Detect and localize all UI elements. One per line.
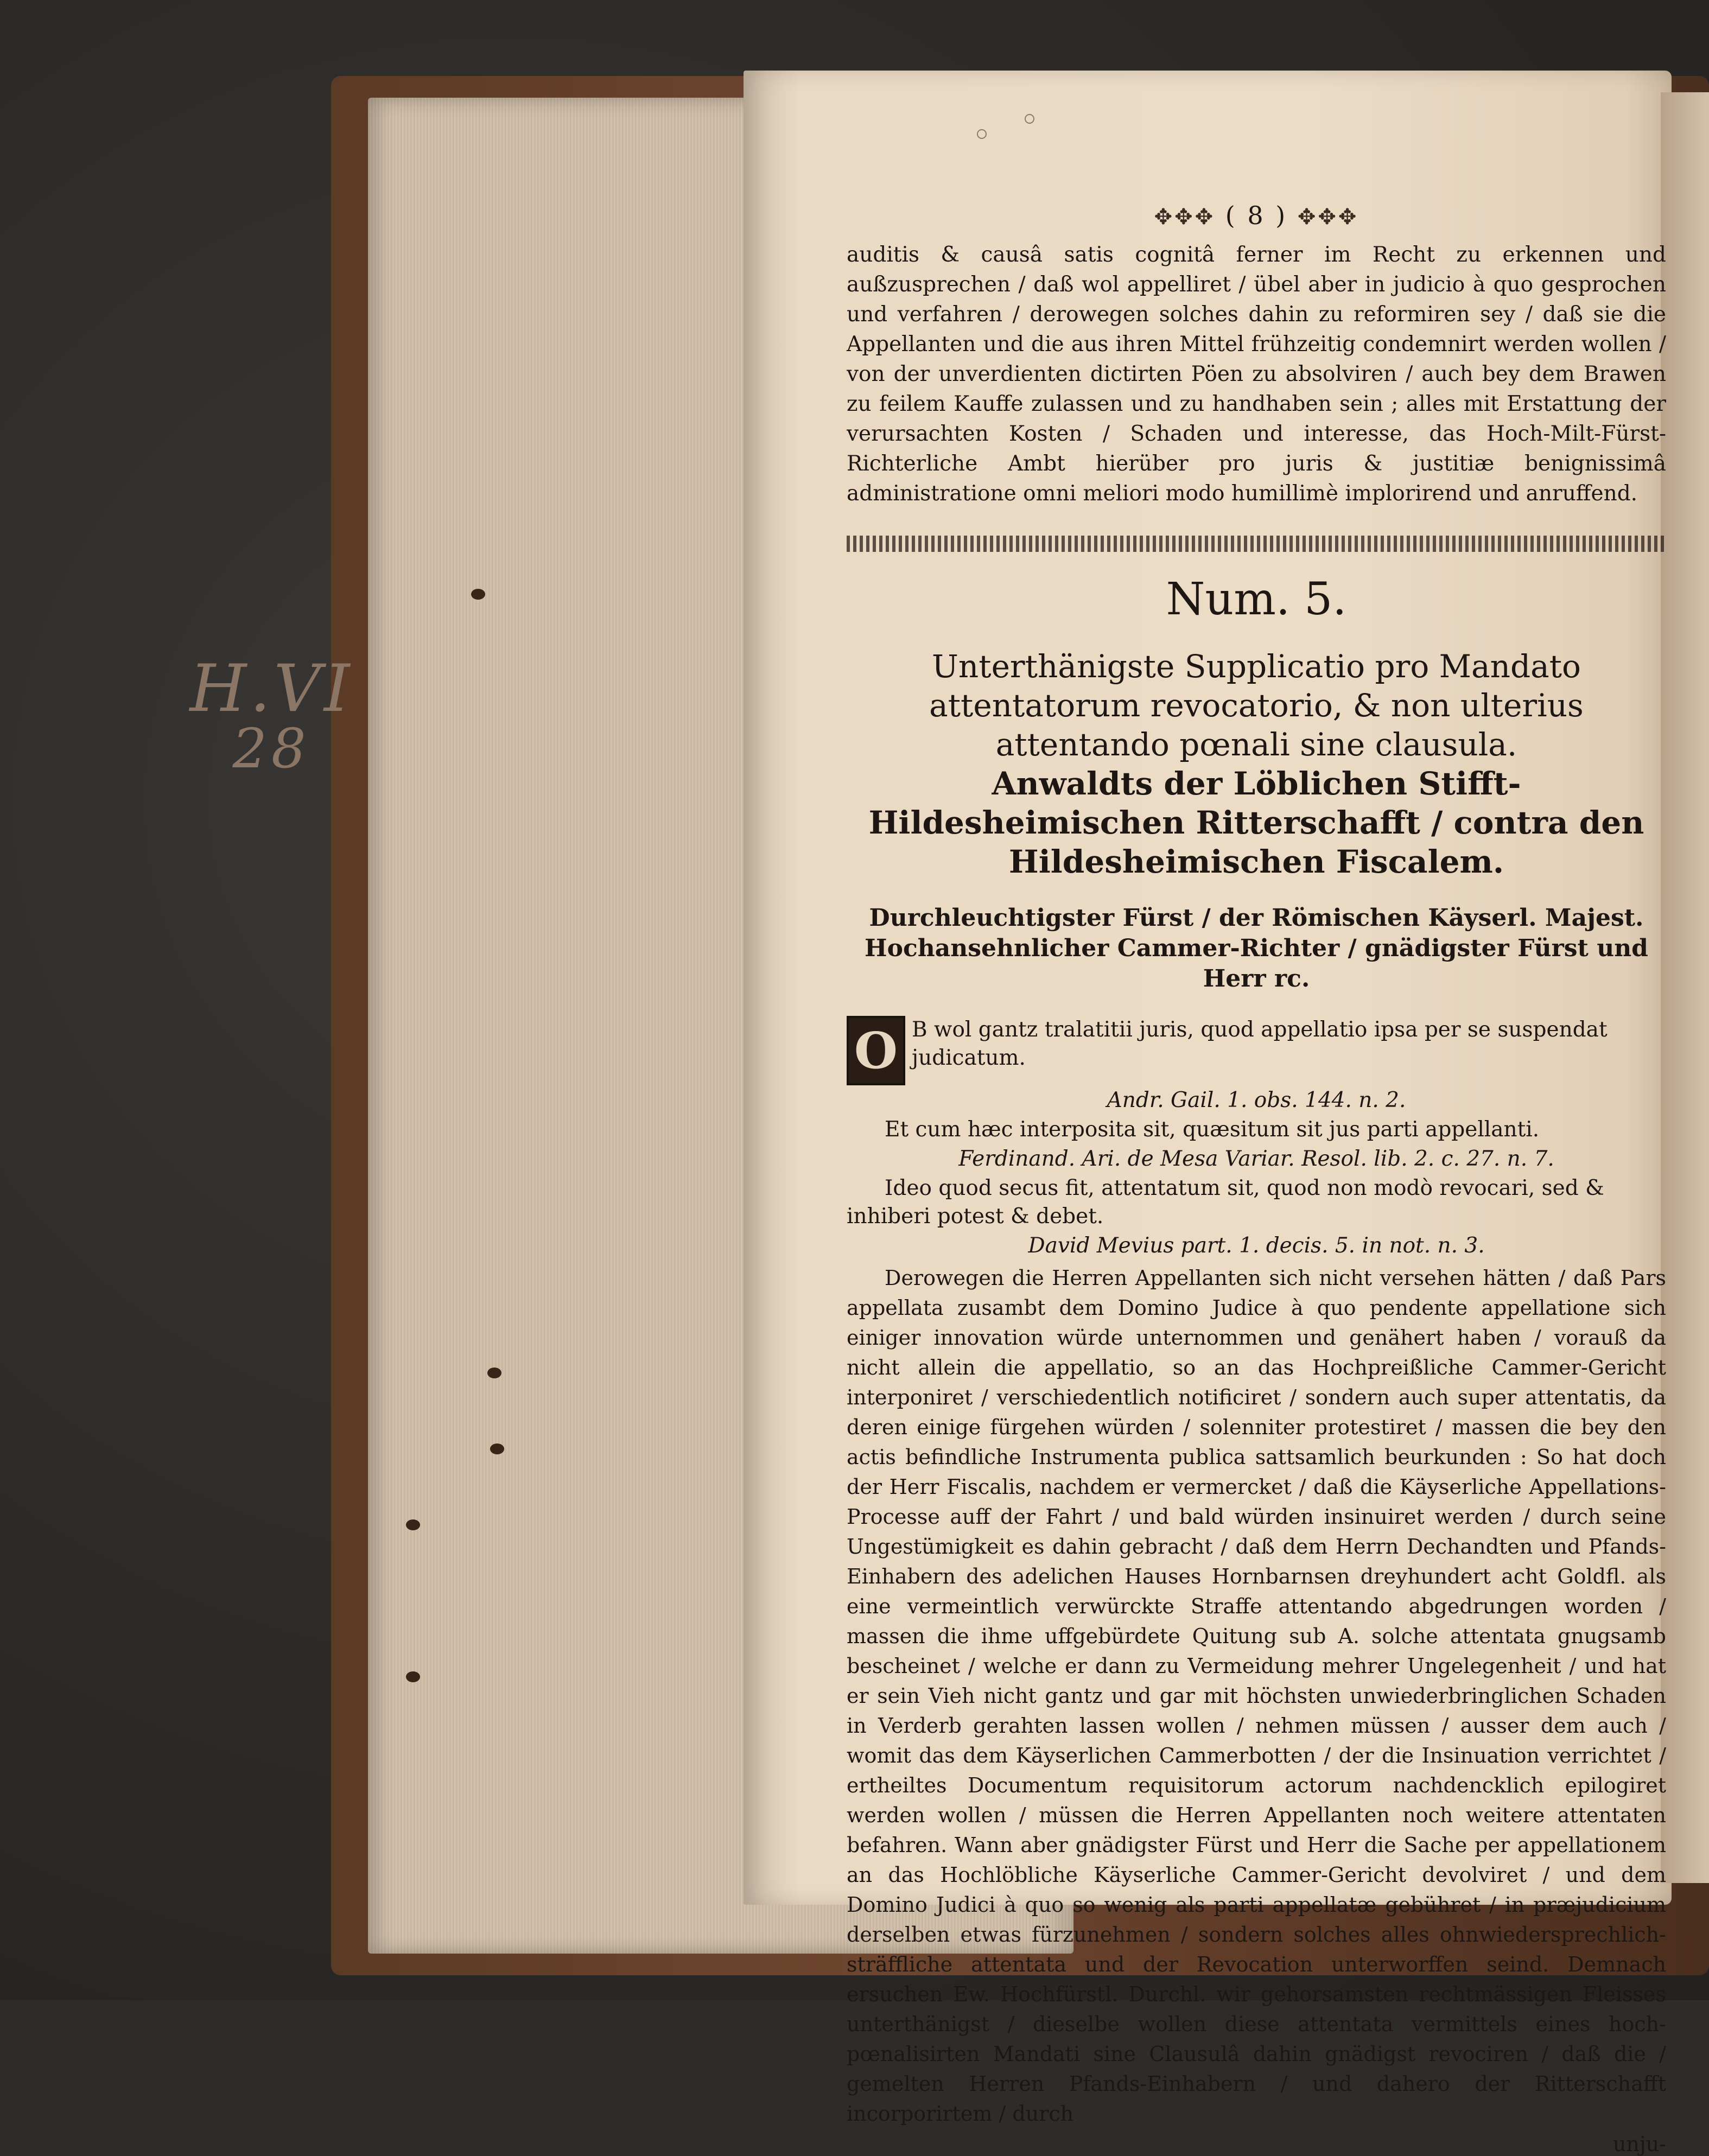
binding-hole xyxy=(490,1443,504,1454)
shelfmark-line-1: H.VI xyxy=(189,651,353,727)
document-title xyxy=(847,647,1666,881)
ornament-left-icon: ✥✥✥ xyxy=(1154,205,1216,230)
binding-hole xyxy=(406,1671,420,1682)
ornamental-divider xyxy=(847,536,1666,552)
binding-hole xyxy=(406,1519,420,1530)
title-line-1: Unterthänigste Supplicatio pro Mandato attentatorum revocatorio, & non ulterius attentando pœnali sine clausula. xyxy=(929,648,1584,763)
decorated-initial: O xyxy=(847,1016,905,1085)
section-number: Num. 5. xyxy=(1166,574,1347,625)
title-line-2: Anwaldts der Löblichen Stifft-Hildesheimischen Ritterschafft / contra den Hildesheimischen Fiscalem. xyxy=(868,765,1644,880)
page-number xyxy=(847,201,1666,230)
main-paragraph: Derowegen die Herren Appellanten sich nicht versehen hätten / daß Pars appellata zusambt dem Domino Judice à quo pendente appellatione sich einiger innovation würde unternommen und genähert haben / vorauß da nicht allein die appellatio, so an das Hochpreißliche Cammer-Gericht interponiret / verschiedentlich notificiret / sondern auch super attentatis, da deren einige fürgehen würden / solenniter protestiret / massen die bey den actis befindliche Instrumenta publica sattsamlich beurkunden : So hat doch der Herr Fiscalis, nachdem er vermercket / daß die Käyserliche Appellations-Processe auff der Fahrt / und bald würden insinuiret werden / durch seine Ungestümigkeit es dahin gebracht / daß dem Herrn Dechandten und Pfands-Einhabern des adelichen Hauses Hornbarnsen dreyhundert acht Goldfl. als eine vermeintlich verwürckte Straffe attentando abgedrungen worden / massen die ihme uffgebürdete Quitung sub A. solche attentata gnugsamb bescheinet / welche er dann zu Vermeidung mehrer Ungelegenheit / und hat er sein Vieh nicht gantz und gar mit höchsten unwiederbringlichen Schaden in Verderb gerahten lassen wollen / nehmen müssen / ausser dem auch / womit das dem Käyserlichen Cammerbotten / der die Insinuation verrichtet / ertheiltes Documentum requisitorum actorum nachdencklich epilogiret werden wollen / müssen die Herren Appellanten noch weitere attentaten befahren. Wann aber gnädigster Fürst und Herr die Sache per appellationem an das Hochlöbliche Käyserliche Cammer-Gericht devolviret / und dem Domino Judici à quo so wenig als parti appellatæ gebühret / in præjudicium derselben etwas fürzunehmen / sondern solches alles ohnwiedersprechlich-sträffliche attentata und der Revocation unterworffen seind. Demnach ersuchen Ew. Hochfürstl. Durchl. wir gehorsamsten rechtmässigen Fleisses unterthänigst / dieselbe wollen diese attentata vermittels eines hoch-pœnalisirten Mandati sine Clausulâ dahin gnädigst revociren / daß die / gemelten Herren Pfands-Einhabern / und dahero der Ritterschafft incorporirtem / durch xyxy=(847,1266,1666,2126)
quotation: Ideo quod secus fit, attentatum sit, quod non modò revocari, sed & inhiberi potest & debet. xyxy=(847,1176,1604,1229)
page-content xyxy=(847,201,1666,2156)
binding-hole xyxy=(487,1368,501,1378)
opening-block xyxy=(847,1016,1666,1085)
top-paragraph: auditis & causâ satis cognitâ ferner im Recht zu erkennen und außzusprechen / daß wol appelliret / übel aber in judicio à quo gesprochen und verfahren / derowegen solches dahin zu reformiren sey / daß sie die Appellanten und die aus ihren Mittel frühzeitig condemnirt werden wollen / von der unverdienten dictirten Pöen zu absolviren / auch bey dem Brawen zu feilem Kauffe zulassen und zu handhaben sein ; alles mit Erstattung der verursachten Kosten / Schaden und interesse, das Hoch-Milt-Fürst-Richterliche Ambt hierüber pro juris & justitiæ benignissimâ administratione omni meliori modo humillimè implorirend und anruffend. xyxy=(847,243,1666,506)
salutation: Durchleuchtigster Fürst / der Römischen Käyserl. Majest. Hochansehnlicher Cammer-Richter / gnädigster Fürst und Herr rc. xyxy=(865,904,1648,993)
citation: Andr. Gail. 1. obs. 144. n. 2. xyxy=(1107,1088,1406,1112)
opening-line: B wol gantz tralatitii juris, quod appellatio ipsa per se suspendat judicatum. xyxy=(912,1017,1608,1070)
page-hole xyxy=(1025,114,1034,124)
citation: David Mevius part. 1. decis. 5. in not. n. 3. xyxy=(1028,1233,1485,1258)
citation: Ferdinand. Ari. de Mesa Variar. Resol. lib. 2. c. 27. n. 7. xyxy=(958,1147,1554,1171)
shelfmark xyxy=(168,651,374,780)
page-number-text: ( 8 ) xyxy=(1225,201,1288,230)
catchword: unju- xyxy=(1612,2132,1666,2156)
shelfmark-line-2: 28 xyxy=(232,717,310,780)
next-page-edge xyxy=(1661,92,1709,1883)
binding-hole xyxy=(471,589,485,600)
quotation: Et cum hæc interposita sit, quæsitum sit jus parti appellanti. xyxy=(885,1117,1540,1142)
ornament-right-icon: ✥✥✥ xyxy=(1297,205,1359,230)
page-hole xyxy=(977,129,987,139)
